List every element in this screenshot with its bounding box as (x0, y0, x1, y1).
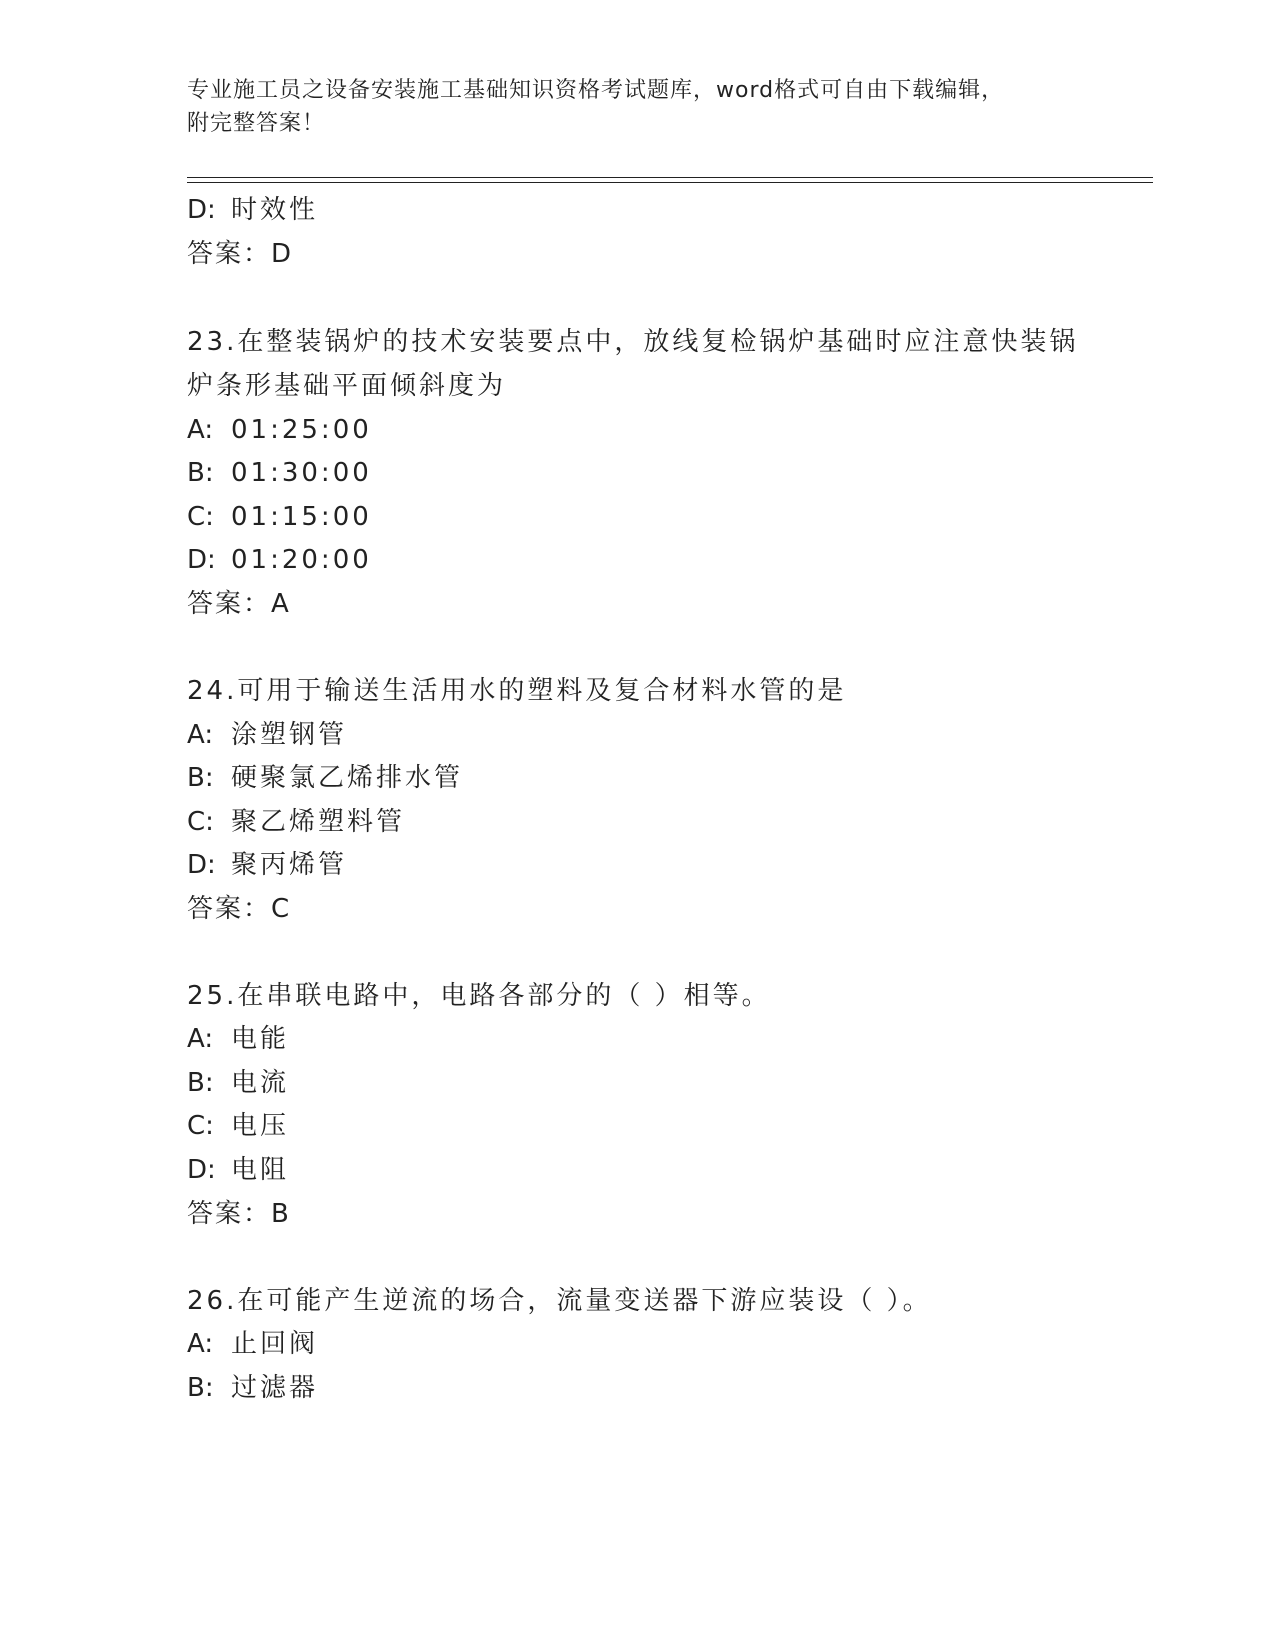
option-key: A: (187, 1024, 214, 1054)
option-key: C: (187, 807, 214, 837)
option-text: 时效性 (231, 195, 319, 225)
header-title-line-2: 附完整答案！ (187, 111, 326, 136)
question-24-stem: 24.可用于输送生活用水的塑料及复合材料水管的是 (187, 676, 847, 706)
option-key: B: (187, 1068, 214, 1098)
option-d (187, 193, 318, 227)
option-text: 电压 (231, 1111, 290, 1141)
option-text: 01:20:00 (231, 545, 372, 575)
option-text: 止回阀 (231, 1329, 319, 1359)
question-23-stem-line-1: 23.在整装锅炉的技术安装要点中，放线复检锅炉基础时应注意快装锅 (187, 327, 1079, 357)
option-text: 电阻 (231, 1155, 290, 1185)
option-key: B: (187, 1373, 214, 1403)
option-text: 01:25:00 (231, 415, 372, 445)
option-text: 电流 (231, 1068, 290, 1098)
header-divider-bottom (187, 182, 1153, 183)
option-text: 过滤器 (231, 1373, 319, 1403)
option-text: 01:30:00 (231, 458, 372, 488)
question-26-option-a (187, 1327, 318, 1361)
question-25-answer: 答案：B (187, 1199, 291, 1229)
option-text: 01:15:00 (231, 502, 372, 532)
question-23-option-a (187, 413, 372, 447)
option-text: 涂塑钢管 (231, 720, 348, 750)
option-text: 电能 (231, 1024, 290, 1054)
option-text: 聚丙烯管 (231, 850, 348, 880)
option-key: A: (187, 415, 214, 445)
option-key: D: (187, 545, 216, 575)
question-23-answer: 答案：A (187, 589, 291, 619)
header-title-line-1: 专业施工员之设备安装施工基础知识资格考试题库，word格式可自由下载编辑， (187, 78, 1005, 103)
question-25-option-b (187, 1066, 289, 1100)
question-23-option-b (187, 456, 372, 490)
option-key: B: (187, 458, 214, 488)
option-text: 聚乙烯塑料管 (231, 807, 406, 837)
question-23-option-c (187, 500, 372, 534)
question-24-option-d (187, 848, 347, 882)
answer-line: 答案：D (187, 239, 294, 269)
header-divider-top (187, 177, 1153, 178)
option-text: 硬聚氯乙烯排水管 (231, 763, 464, 793)
question-24-option-b (187, 761, 463, 795)
option-key: A: (187, 720, 214, 750)
question-26-option-b (187, 1371, 318, 1405)
question-25-option-c (187, 1109, 289, 1143)
question-23-stem-line-2: 炉条形基础平面倾斜度为 (187, 371, 507, 401)
question-25-option-a (187, 1022, 289, 1056)
question-25-stem: 25.在串联电路中，电路各部分的（ ）相等。 (187, 981, 771, 1011)
option-key: C: (187, 502, 214, 532)
question-24-answer: 答案：C (187, 894, 292, 924)
question-24-option-a (187, 718, 347, 752)
option-key: D: (187, 850, 216, 880)
option-key: D: (187, 195, 216, 225)
question-25-option-d (187, 1153, 289, 1187)
question-26-stem: 26.在可能产生逆流的场合，流量变送器下游应装设（ ）。 (187, 1286, 932, 1316)
option-key: B: (187, 763, 214, 793)
option-key: D: (187, 1155, 216, 1185)
document-header (187, 74, 1067, 140)
option-key: C: (187, 1111, 214, 1141)
option-key: A: (187, 1329, 214, 1359)
question-23-option-d (187, 543, 372, 577)
question-24-option-c (187, 805, 405, 839)
